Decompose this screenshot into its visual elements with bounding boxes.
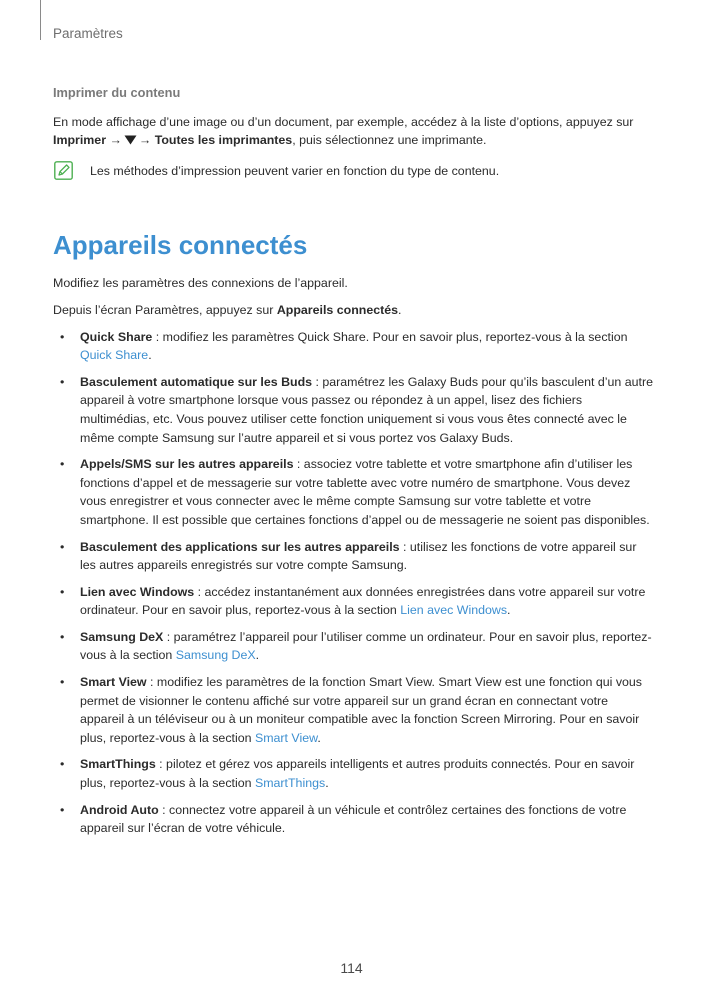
item-end: . [317, 730, 321, 745]
path-bold: Appareils connectés [276, 302, 399, 317]
bullet-dot: • [60, 374, 65, 389]
list-item-app-switch [53, 538, 653, 575]
item-term: Appels/SMS sur les autres appareils [80, 457, 294, 472]
item-desc: : paramétrez l’appareil pour l’utiliser comme un ordinateur. Pour en savoir plus, reportez-vous à la section [80, 629, 652, 663]
header-rule [40, 0, 41, 40]
settings-path [53, 301, 653, 320]
item-term: Lien avec Windows [80, 584, 195, 599]
item-term: Android Auto [80, 802, 159, 817]
link-quick-share[interactable]: Quick Share [80, 348, 149, 363]
item-end: . [148, 348, 152, 363]
bullet-dot: • [60, 675, 65, 690]
item-term: Basculement des applications sur les autres appareils [80, 539, 400, 554]
item-term: Smart View [80, 675, 147, 690]
item-desc: : connectez votre appareil à un véhicule et contrôlez certaines des fonctions de votre appareil sur l’écran de votre véhicule. [80, 802, 627, 836]
item-desc: : paramétrez les Galaxy Buds pour qu’ils basculent d’un autre appareil à votre smartphone lorsque vous passez ou répondez à un appel, lisez des fichiers multimédias, etc. Vous pouvez utiliser cette fonction uniquement si vous vous êtes connecté avec le même compte Samsung sur l’autre appareil et si vous portez vos Galaxy Buds. [80, 374, 653, 445]
printer-label: Imprimer [53, 133, 107, 148]
note-text: Les méthodes d’impression peuvent varier en fonction du type de contenu. [90, 163, 500, 178]
link-smartthings[interactable]: SmartThings [254, 776, 326, 791]
item-desc: : pilotez et gérez vos appareils intelligents et autres produits connectés. Pour en savoir plus, reportez-vous à la section [80, 757, 635, 791]
path-prefix: Depuis l’écran Paramètres, appuyez sur [53, 302, 277, 317]
item-desc: : modifiez les paramètres de la fonction Smart View. Smart View est une fonction qui vous permet de visionner le contenu affiché sur votre appareil sur un grand écran en connectant votre appareil à un téléviseur ou à un moniteur compatible avec la fonction Screen Mirroring. Pour en savoir plus, reportez-vous à la section [80, 675, 642, 745]
list-item-buds-switch [53, 373, 653, 447]
link-dex[interactable]: Samsung DeX [175, 648, 256, 663]
arrow-2: → [138, 133, 152, 148]
item-end: . [255, 648, 260, 663]
item-term: SmartThings [80, 757, 156, 772]
item-desc: : utilisez les fonctions de votre appareil sur les autres appareils enregistrés sur votre compte Samsung. [80, 539, 637, 573]
note-pen-icon [54, 161, 73, 186]
path-suffix: . [398, 302, 402, 317]
options-list [53, 328, 653, 838]
list-item-link-windows [53, 583, 653, 620]
item-end: . [507, 603, 511, 618]
item-term: Samsung DeX [80, 629, 164, 644]
bullet-dot: • [60, 457, 65, 472]
print-text-1: En mode affichage d’une image ou d’un document, par exemple, accédez à la liste d’options, appuyez sur [53, 114, 634, 129]
bullet-dot: • [60, 329, 65, 344]
item-desc: : modifiez les paramètres Quick Share. Pour en savoir plus, reportez-vous à la section [152, 329, 628, 344]
section-intro: Modifiez les paramètres des connexions de l’appareil. [53, 276, 348, 291]
list-item-dex [53, 628, 653, 665]
item-desc: : accédez instantanément aux données enregistrées dans votre appareil sur votre ordinateur. Pour en savoir plus, reportez-vous à la section [80, 584, 646, 618]
list-item-android-auto [53, 801, 653, 838]
note-block [53, 162, 653, 181]
link-windows[interactable]: Lien avec Windows [400, 603, 508, 618]
list-item-smart-view [53, 673, 653, 747]
print-heading: Imprimer du contenu [53, 85, 181, 100]
page-number: 114 [340, 960, 363, 976]
list-item-smartthings [53, 755, 653, 792]
bullet-dot: • [60, 757, 65, 772]
bullet-dot: • [60, 802, 65, 817]
list-item-calls-sms [53, 455, 653, 529]
list-item-quick-share [53, 328, 653, 365]
item-desc: : associez votre tablette et votre smartphone afin d’utiliser les fonctions d’appel et de messagerie sur votre tablette avec votre numéro de smartphone. Vous devez vous enregistrer et vous connecter avec le même compte Samsung sur votre tablette et votre smartphone. Il est possible que certaines fonctions d’appel ou de messagerie ne soient pas disponibles. [80, 457, 650, 527]
bullet-dot: • [60, 539, 65, 554]
header-title: Paramètres [53, 26, 123, 41]
item-end: . [325, 776, 329, 791]
print-instructions [53, 113, 653, 151]
all-printers-label: Toutes les imprimantes [154, 133, 293, 148]
bullet-dot: • [60, 584, 65, 599]
link-smart-view[interactable]: Smart View [254, 730, 318, 745]
arrow-1: → [109, 133, 122, 148]
print-text-2: , puis sélectionnez une imprimante. [292, 133, 487, 148]
dropdown-triangle-icon [124, 132, 137, 151]
section-title: Appareils connectés [53, 230, 308, 261]
bullet-dot: • [60, 629, 65, 644]
page-content [53, 84, 653, 846]
item-term: Quick Share [80, 329, 153, 344]
item-term: Basculement automatique sur les Buds [80, 374, 313, 389]
